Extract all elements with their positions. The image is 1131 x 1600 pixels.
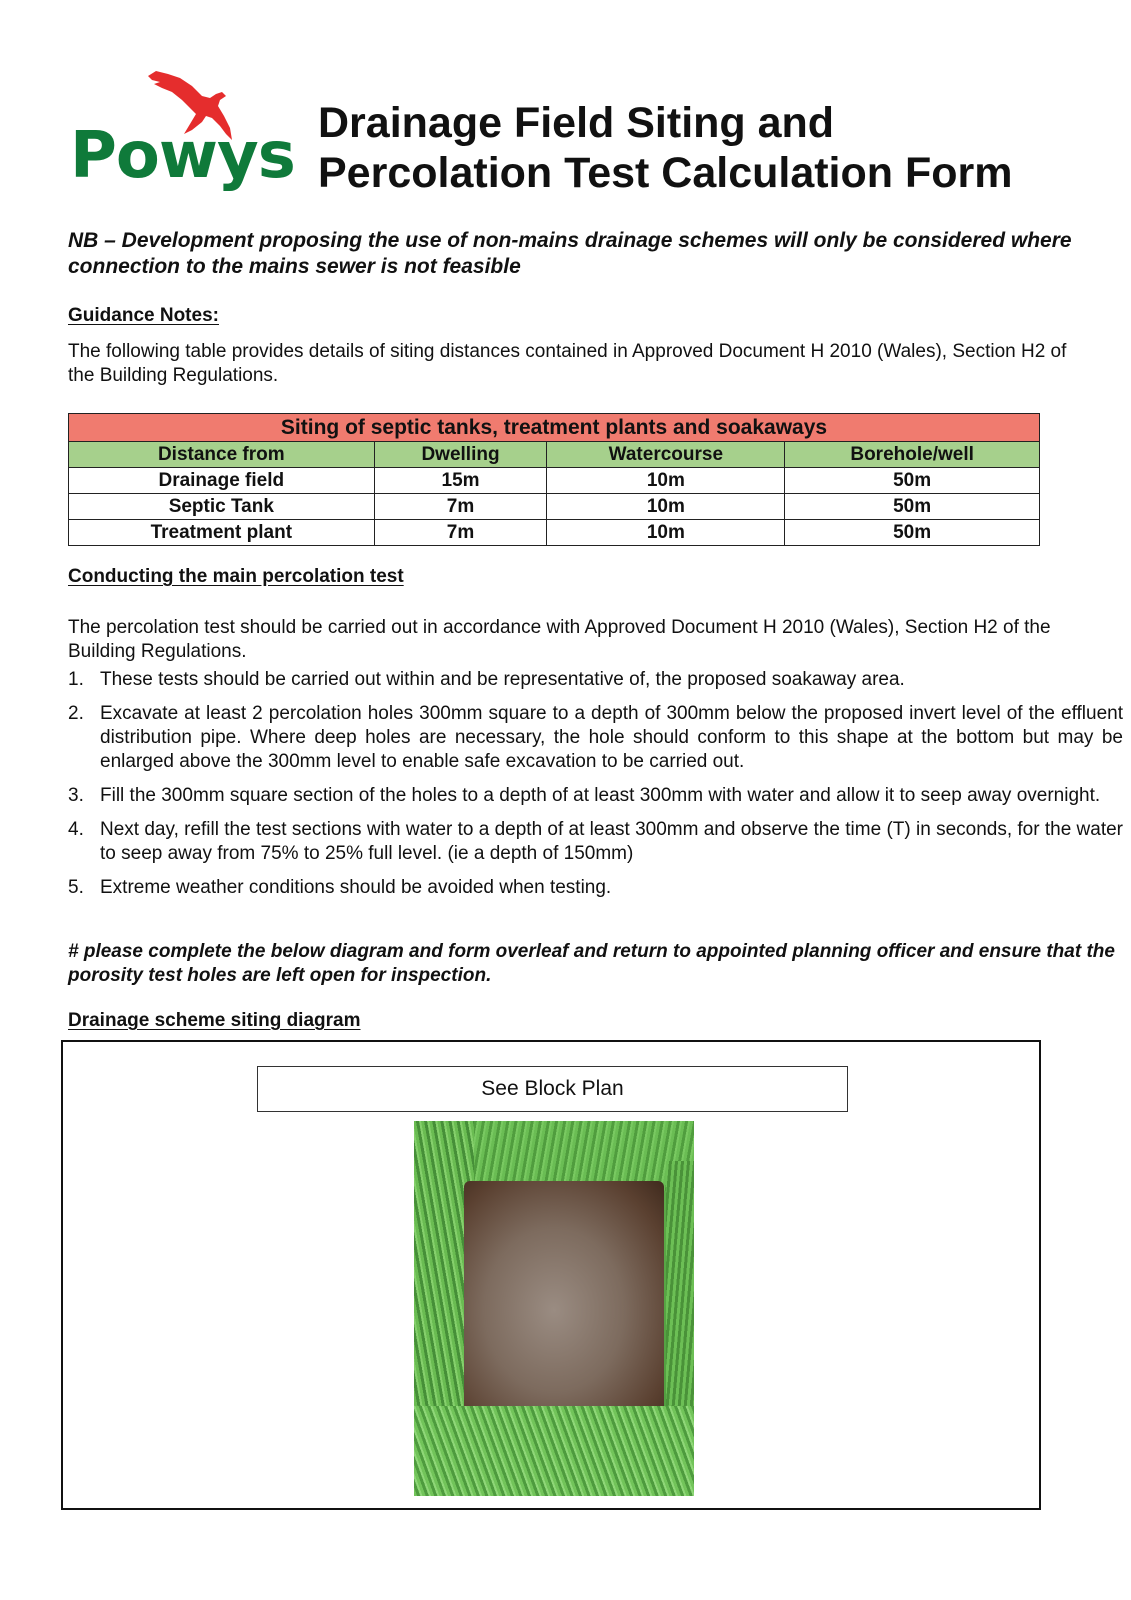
powys-logo xyxy=(68,68,300,218)
percolation-heading: Conducting the main percolation test xyxy=(68,566,404,587)
grass-texture xyxy=(414,1406,694,1496)
soil-hole xyxy=(464,1181,664,1416)
step-text: Fill the 300mm square section of the holes to a depth of at least 300mm with water and allow it to seep away overnight. xyxy=(100,785,1101,806)
table-cell: 15m xyxy=(374,468,547,494)
table-cell: Treatment plant xyxy=(69,520,375,546)
table-cell: 10m xyxy=(547,468,785,494)
percolation-steps xyxy=(68,668,1123,910)
grass-texture xyxy=(666,1161,694,1421)
test-hole-photo xyxy=(414,1121,694,1496)
guidance-text: The following table provides details of siting distances contained in Approved Document H 2010 (Wales), Section H2 of the Building Regulations. xyxy=(68,341,1067,386)
step-item xyxy=(68,818,1123,866)
table-cell: 10m xyxy=(547,494,785,520)
step-item xyxy=(68,702,1123,774)
table-cell: 50m xyxy=(785,468,1040,494)
table-row xyxy=(69,520,1040,546)
logo-text: Powys xyxy=(70,119,295,193)
table-cell: 10m xyxy=(547,520,785,546)
column-header: Borehole/well xyxy=(785,442,1040,468)
page-title xyxy=(318,98,1013,198)
step-item xyxy=(68,876,1123,900)
table-row xyxy=(69,494,1040,520)
table-row xyxy=(69,468,1040,494)
table-cell: 7m xyxy=(374,494,547,520)
column-header: Watercourse xyxy=(547,442,785,468)
table-caption: Siting of septic tanks, treatment plants and soakaways xyxy=(69,414,1040,442)
title-line-2: Percolation Test Calculation Form xyxy=(318,149,1013,197)
step-text: These tests should be carried out within and be representative of, the proposed soakaway area. xyxy=(100,669,905,690)
step-text: Excavate at least 2 percolation holes 300mm square to a depth of 300mm below the proposed invert level of the effluent distribution pipe. Where deep holes are necessary, the hole should conform to this shape at the bottom but may be enlarged above the 300mm level to enable safe excavation to be carried out. xyxy=(100,703,1123,772)
guidance-heading: Guidance Notes: xyxy=(68,305,219,326)
table-cell: 50m xyxy=(785,494,1040,520)
siting-table xyxy=(68,413,1040,546)
step-number: 2. xyxy=(68,703,84,724)
table-cell: 50m xyxy=(785,520,1040,546)
column-header: Dwelling xyxy=(374,442,547,468)
step-number: 3. xyxy=(68,785,84,806)
table-cell: Septic Tank xyxy=(69,494,375,520)
step-item xyxy=(68,668,1123,692)
table-cell: Drainage field xyxy=(69,468,375,494)
step-number: 4. xyxy=(68,819,84,840)
step-number: 5. xyxy=(68,877,84,898)
step-text: Next day, refill the test sections with water to a depth of at least 300mm and observe the time (T) in seconds, for the water to seep away from 75% to 25% full level. (ie a depth of 150mm) xyxy=(100,819,1123,864)
step-item xyxy=(68,784,1123,808)
table-cell: 7m xyxy=(374,520,547,546)
nb-notice: NB – Development proposing the use of non-mains drainage schemes will only be considered where connection to the mains sewer is not feasible xyxy=(68,229,1072,278)
diagram-heading: Drainage scheme siting diagram xyxy=(68,1010,361,1031)
completion-instruction: # please complete the below diagram and form overleaf and return to appointed planning officer and ensure that the porosity test holes are left open for inspection. xyxy=(68,941,1115,986)
column-header: Distance from xyxy=(69,442,375,468)
step-number: 1. xyxy=(68,669,84,690)
table-header-row xyxy=(69,442,1040,468)
step-text: Extreme weather conditions should be avoided when testing. xyxy=(100,877,612,898)
block-plan-label: See Block Plan xyxy=(257,1066,848,1112)
title-line-1: Drainage Field Siting and xyxy=(318,99,835,147)
percolation-intro: The percolation test should be carried out in accordance with Approved Document H 2010 (Wales), Section H2 of the Building Regulations. xyxy=(68,617,1051,662)
